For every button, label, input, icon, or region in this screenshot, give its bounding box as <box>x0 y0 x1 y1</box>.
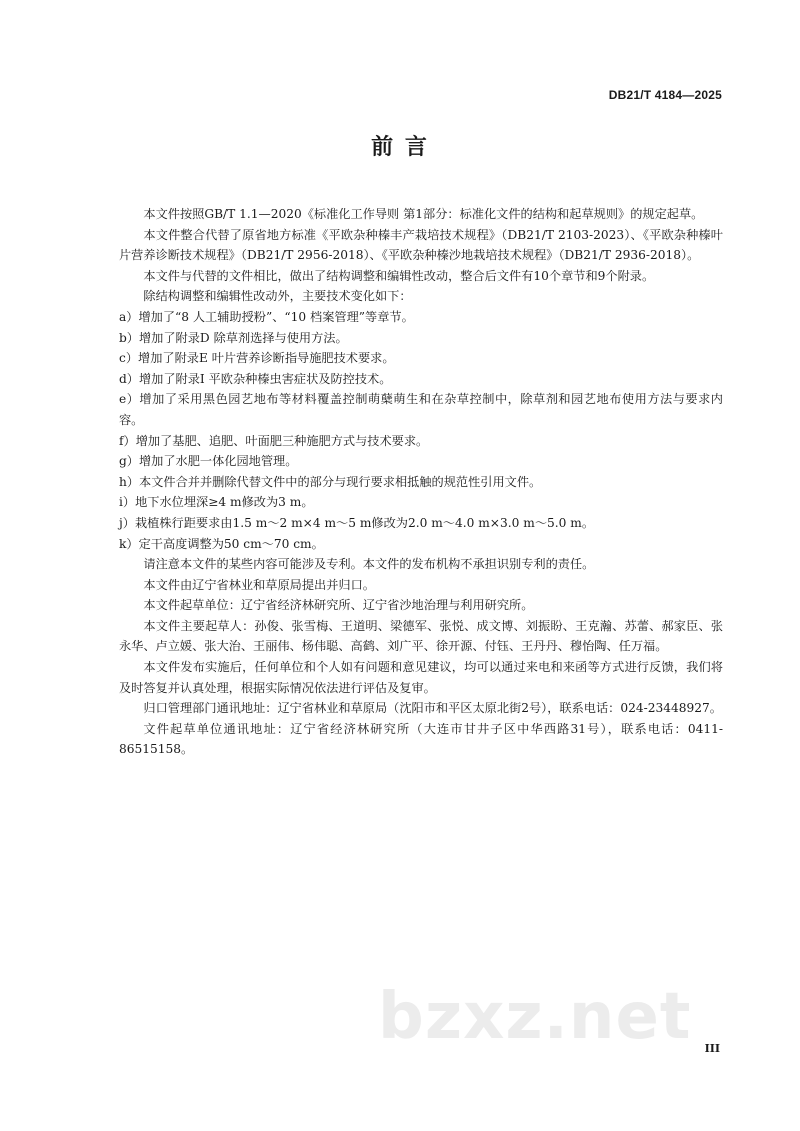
intro-paragraph: 本文件整合代替了原省地方标准《平欧杂种榛丰产栽培技术规程》（DB21/T 2103-2023）、《平欧杂种榛叶片营养诊断技术规程》（DB21/T 2956-2018）、《平欧杂种榛沙地栽培技术规程》（DB21/T 2936-2018）。 <box>119 227 723 263</box>
intro-paragraph: 本文件与代替的文件相比，做出了结构调整和编辑性改动，整合后文件有10个章节和9个附录。 <box>143 268 655 283</box>
change-item: b）增加了附录D 除草剂选择与使用方法。 <box>119 330 348 345</box>
change-item: j）栽植株行距要求由1.5 m～2 m×4 m～5 m修改为2.0 m～4.0 m×3.0 m～5.0 m。 <box>119 515 595 530</box>
drafters-paragraph: 本文件主要起草人：孙俊、张雪梅、王道明、梁德军、张悦、成文博、刘振盼、王克瀚、苏蕾、郝家臣、张永华、卢立媛、张大治、王丽伟、杨伟聪、高鹤、刘广平、徐开源、付钰、王丹丹、穆怡陶、任万福。 <box>119 618 723 654</box>
page-title: 前 言 <box>371 135 429 160</box>
change-item: h）本文件合并并删除代替文件中的部分与现行要求相抵触的规范性引用文件。 <box>119 474 542 489</box>
change-item: i）地下水位埋深≥4 m修改为3 m。 <box>119 495 314 510</box>
drafting-units-paragraph: 本文件起草单位：辽宁省经济林研究所、辽宁省沙地治理与利用研究所。 <box>143 598 534 613</box>
change-item: f）增加了基肥、追肥、叶面肥三种施肥方式与技术要求。 <box>119 433 429 448</box>
change-item: d）增加了附录I 平欧杂种榛虫害症状及防控技术。 <box>119 371 392 386</box>
change-item: c）增加了附录E 叶片营养诊断指导施肥技术要求。 <box>119 351 395 366</box>
watermark: bzxz.net <box>378 980 692 1054</box>
drafter-address-paragraph: 文件起草单位通讯地址：辽宁省经济林研究所（大连市甘井子区中华西路31号），联系电话：0411-86515158。 <box>119 721 723 757</box>
intro-paragraph: 本文件按照GB/T 1.1—2020《标准化工作导则 第1部分：标准化文件的结构和起草规则》的规定起草。 <box>143 207 704 221</box>
change-item: k）定干高度调整为50 cm～70 cm。 <box>119 536 324 551</box>
page-number: III <box>704 1042 720 1055</box>
change-item: a）增加了“8 人工辅助授粉”、“10 档案管理”等章节。 <box>119 309 414 324</box>
feedback-paragraph: 本文件发布实施后，任何单位和个人如有问题和意见建议，均可以通过来电和来函等方式进行反馈，我们将及时答复并认真处理，根据实际情况依法进行评估及复审。 <box>119 660 723 695</box>
technical-changes-list <box>119 307 723 554</box>
change-item: e）增加了采用黑色园艺地布等材料覆盖控制萌蘖萌生和在杂草控制中，除草剂和园艺地布使用方法与要求内容。 <box>119 392 723 427</box>
patent-notice: 请注意本文件的某些内容可能涉及专利。本文件的发布机构不承担识别专利的责任。 <box>143 557 595 572</box>
authority-address-paragraph: 归口管理部门通讯地址：辽宁省林业和草原局（沈阳市和平区太原北街2号），联系电话：024-23448927。 <box>143 701 722 716</box>
proposer-paragraph: 本文件由辽宁省林业和草原局提出并归口。 <box>143 577 375 592</box>
document-body <box>119 204 723 760</box>
document-code: DB21/T 4184—2025 <box>608 88 722 102</box>
intro-paragraph: 除结构调整和编辑性改动外，主要技术变化如下： <box>143 289 412 304</box>
change-item: g）增加了水肥一体化园地管理。 <box>119 454 298 469</box>
